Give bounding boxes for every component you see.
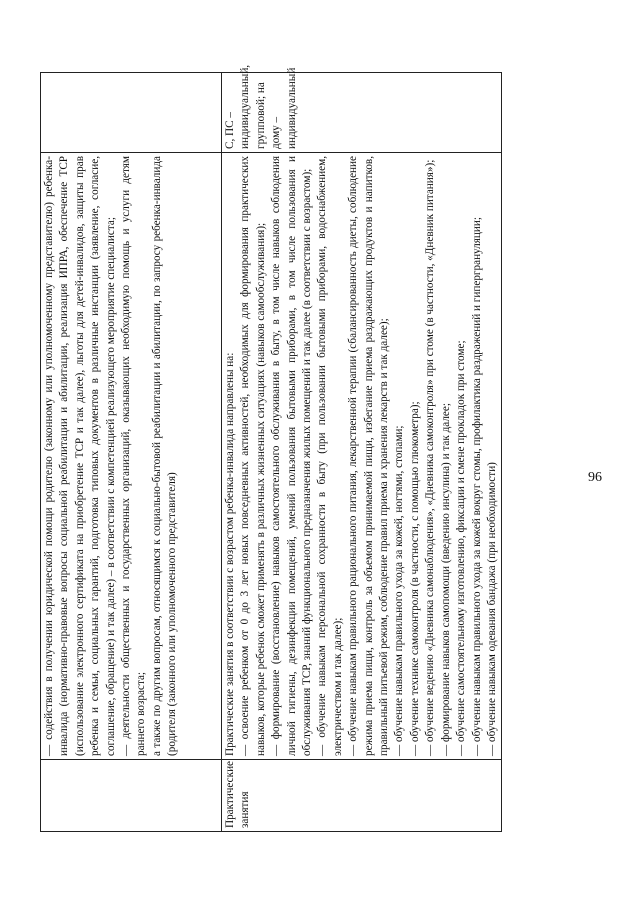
paragraph: — обучение навыкам персональной сохранности в быту (при пользовании бытовыми приборами, водоснабжением, электричеством и так далее);: [316, 156, 344, 756]
methods-table: [40, 64, 502, 832]
table-cell-content: [41, 153, 222, 760]
table-row: [222, 73, 502, 832]
paragraph: — обучение технике самоконтроля (в частности, с помощью глюкометра);: [408, 401, 421, 756]
table-cell-content: [222, 153, 502, 760]
paragraph: — обучение навыкам правильного ухода за кожей вокруг стомы, профилактика раздражений и гипергрануляции;: [470, 217, 483, 756]
page-number: 96: [588, 470, 602, 485]
rotated-page-content: [40, 64, 602, 832]
paragraph: — содействия в получении юридической помощи родителю (законному или уполномоченному представителю) ребенка-инвалида (нормативно-правовые вопросы социальной реабилитации и абилитации, реализация ИПРА, обеспечение ТСР (использование электронного сертификата на приобретение ТСР и так далее), льготы для детей-инвалидов, защиты прав ребенка и семьи, социальных гарантий, подготовка типовых документов в различные инстанции (заявление, согласие, соглашение, обращение) и так далее) – в соответствии с компетенцией реализующего мероприятие специалиста;: [43, 156, 117, 756]
table-cell-label: Практические занятия: [222, 760, 502, 832]
table-row: [41, 73, 222, 832]
paragraph: — обучение навыкам одевания бандажа (при необходимости): [485, 462, 498, 756]
paragraph: — обучение навыкам правильного ухода за кожей, ногтями, стопами;: [393, 425, 406, 756]
paragraph: — обучение ведению «Дневника самонаблюдения», «Дневника самоконтроля» при стоме (в частности, «Дневник питания»);: [424, 159, 437, 756]
paragraph: — деятельности общественных и государственных организаций, оказывающих необходимую помощь и услуги детям раннего возраста;: [120, 156, 148, 756]
table-cell-form: С, ПС – индивидуальный, групповой; на дому – индивидуальный: [222, 73, 502, 153]
paragraph: — обучение самостоятельному изготовлению, фиксации и смене прокладок при стоме;: [455, 340, 468, 756]
table-cell-label: [41, 760, 222, 832]
paragraph: Практические занятия в соответствии с возрастом ребенка-инвалида направлены на:: [224, 352, 236, 756]
paragraph: — формирование (восстановление) навыков самостоятельного обслуживания в быту, в том числе навыков соблюдения личной гигиены, дезинфекции помещений, умений пользования бытовыми приборами, в том числе пользования и обслуживания ТСР, знаний функционального предназначения жилых помещений и так далее (в соответствии с возрастом);: [270, 156, 314, 756]
table-cell-form: [41, 73, 222, 153]
paragraph: — обучение навыкам правильного рационального питания, лекарственной терапии (сбалансированность диеты, соблюдение режима приема пищи, контроль за объемом принимаемой пищи, избегание приема раздражающих продуктов и напитков, правильный питьевой режим, соблюдение правил приема и хранения лекарств и так далее);: [347, 156, 391, 756]
paragraph: а также по другим вопросам, относящимся к социально-бытовой реабилитации и абилитации, по запросу ребенка-инвалида (родителя (законного или уполномоченного представителя): [150, 156, 179, 756]
paragraph: — освоение ребенком от 0 до 3 лет новых повседневных активностей, необходимых для формирования практических навыков, которые ребенок сможет применять в различных жизненных ситуациях (навыков самообслуживания);: [239, 156, 267, 756]
paragraph: — формирование навыков самопомощи (введению инсулина) и так далее;: [439, 403, 452, 756]
